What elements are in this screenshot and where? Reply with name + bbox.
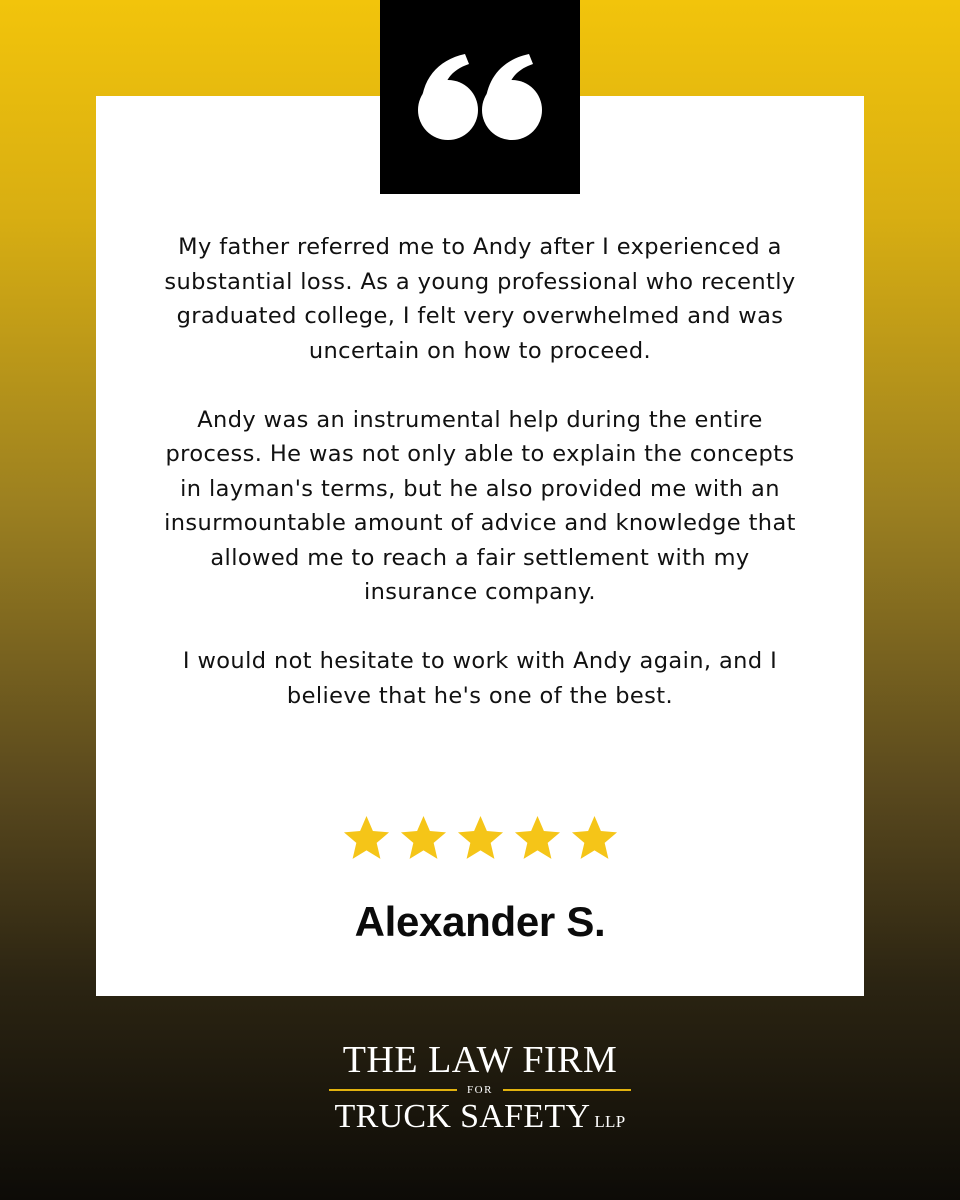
logo-rule-right — [503, 1089, 631, 1091]
logo-suffix: LLP — [594, 1112, 626, 1131]
firm-logo — [310, 1040, 650, 1140]
quote-mark-box — [380, 0, 580, 194]
review-paragraph-2: Andy was an instrumental help during the entire process. He was not only able to explain the concepts in layman's terms, but he also provided me with an insurmountable amount of advice and knowledge that allowed me to reach a fair settlement with my insurance company. — [164, 406, 796, 605]
quote-mark-icon — [417, 52, 543, 142]
star-icon — [454, 812, 507, 865]
reviewer-name: Alexander S. — [354, 898, 606, 945]
logo-line-1: THE LAW FIRM — [342, 1039, 618, 1081]
review-paragraph-3: I would not hesitate to work with Andy again, and I believe that he's one of the best. — [182, 648, 778, 709]
logo-line-2-text: TRUCK SAFETY — [334, 1098, 591, 1135]
review-text — [96, 230, 864, 713]
logo-rule-left — [329, 1089, 457, 1091]
star-icon — [511, 812, 564, 865]
logo-line-2 — [310, 1099, 650, 1140]
logo-connector: FOR — [467, 1084, 493, 1096]
star-icon — [397, 812, 450, 865]
star-icon — [340, 812, 393, 865]
star-icon — [568, 812, 621, 865]
logo-connector-row — [329, 1084, 631, 1096]
review-paragraph-1: My father referred me to Andy after I experienced a substantial loss. As a young professional who recently graduated college, I felt very overwhelmed and was uncertain on how to proceed. — [164, 234, 796, 364]
star-rating — [96, 812, 864, 865]
